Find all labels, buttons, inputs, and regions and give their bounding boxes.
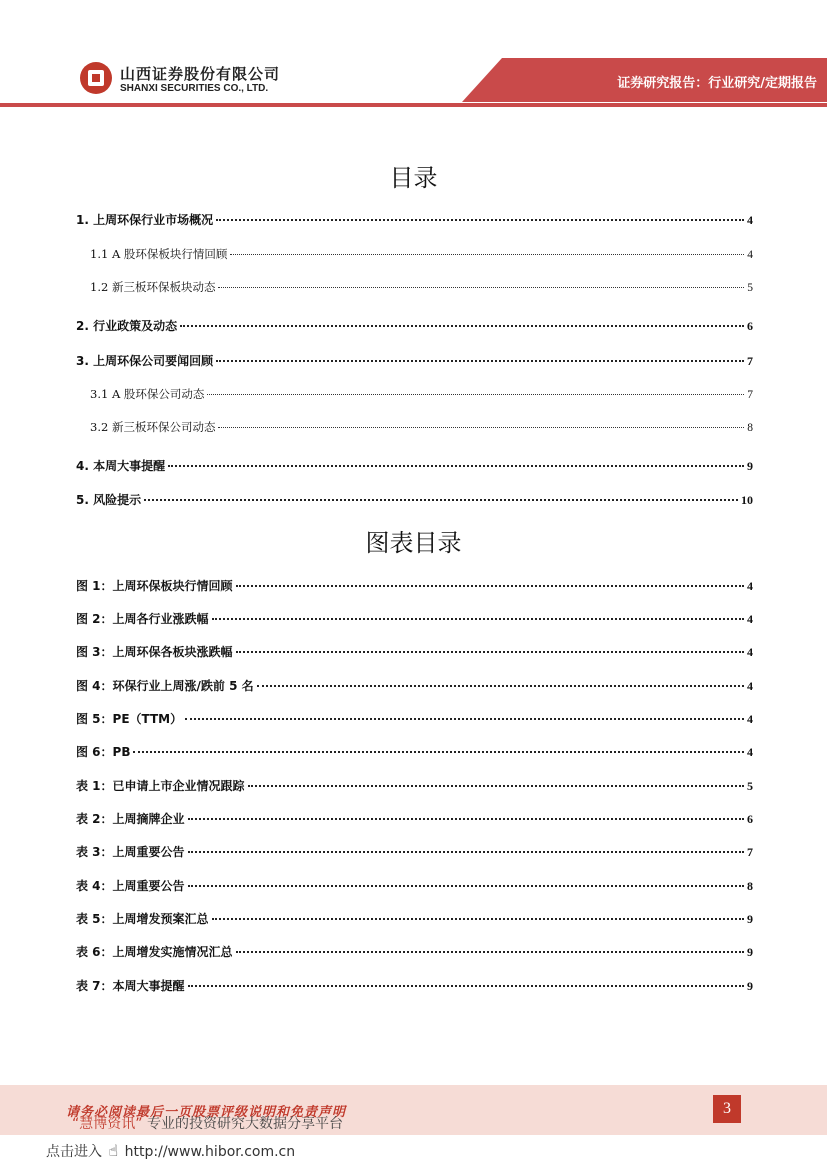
- dot-leader: [144, 499, 738, 501]
- toc-entry-page: 7: [747, 389, 753, 401]
- toc-entry-label: 3. 上周环保公司要闻回顾: [76, 354, 214, 368]
- figure-entry[interactable]: [76, 843, 753, 861]
- toc-entry[interactable]: [76, 491, 753, 509]
- figure-entry[interactable]: [76, 877, 753, 895]
- figure-entry[interactable]: [76, 910, 753, 928]
- dot-leader: [236, 951, 744, 953]
- watermark-link-line[interactable]: [46, 1141, 295, 1161]
- figure-entry-page: 4: [747, 679, 753, 693]
- figure-entry[interactable]: [76, 710, 753, 728]
- toc-entry[interactable]: [90, 385, 753, 403]
- dot-leader: [218, 287, 744, 288]
- toc-title: 目录: [389, 164, 438, 192]
- figure-entry-page: 9: [747, 912, 753, 926]
- figure-entry-label: 表 2：上周摘牌企业: [76, 812, 185, 826]
- figure-entry-label: 图 4：环保行业上周涨/跌前 5 名: [76, 679, 254, 693]
- figure-entry-page: 4: [747, 612, 753, 626]
- toc-entry-label: 3.2 新三板环保公司动态: [90, 420, 216, 434]
- figure-entry-page: 9: [747, 979, 753, 993]
- figure-entry-page: 4: [747, 645, 753, 659]
- toc-entry-page: 8: [747, 422, 753, 434]
- toc-entry-page: 4: [747, 249, 753, 261]
- toc-entry-label: 3.1 A 股环保公司动态: [90, 387, 205, 401]
- dot-leader: [212, 918, 744, 920]
- figure-entry[interactable]: [76, 977, 753, 995]
- dot-leader: [188, 851, 744, 853]
- toc-entry-label: 5. 风险提示: [76, 493, 142, 507]
- toc-entry[interactable]: [90, 418, 753, 436]
- dot-leader: [188, 885, 744, 887]
- toc-entry-page: 6: [747, 319, 753, 333]
- toc-entry-label: 4. 本周大事提醒: [76, 459, 166, 473]
- figure-entry[interactable]: [76, 943, 753, 961]
- toc-entry-page: 10: [741, 493, 753, 507]
- toc-entry-page: 5: [747, 282, 753, 294]
- header-rule: [0, 103, 827, 107]
- dot-leader: [212, 618, 744, 620]
- toc-entry-page: 4: [747, 213, 753, 227]
- figure-entry-label: 图 3：上周环保各板块涨跌幅: [76, 645, 233, 659]
- toc-entry[interactable]: [76, 352, 753, 370]
- figure-entry[interactable]: [76, 810, 753, 828]
- company-name-en: SHANXI SECURITIES CO., LTD.: [120, 83, 269, 94]
- watermark-url[interactable]: http://www.hibor.com.cn: [124, 1144, 296, 1160]
- dot-leader: [207, 394, 744, 395]
- report-type: 证券研究报告：行业研究/定期报告: [617, 76, 817, 91]
- dot-leader: [168, 465, 744, 467]
- toc-entry[interactable]: [76, 317, 753, 335]
- figure-entry-page: 9: [747, 945, 753, 959]
- page-number: 3: [713, 1095, 741, 1123]
- pointer-hand-icon: ☝: [108, 1141, 119, 1160]
- dot-leader: [188, 818, 744, 820]
- toc-entry[interactable]: [90, 278, 753, 296]
- watermark-brand: “慧博资讯”: [72, 1116, 143, 1132]
- dot-leader: [230, 254, 744, 255]
- figure-entry-label: 表 6：上周增发实施情况汇总: [76, 945, 233, 959]
- figure-entry[interactable]: [76, 577, 753, 595]
- figure-entry-page: 6: [747, 812, 753, 826]
- disclaimer-notice: 请务必阅读最后一页股票评级说明和免责声明: [66, 1105, 347, 1120]
- figure-entry-label: 表 5：上周增发预案汇总: [76, 912, 209, 926]
- dot-leader: [236, 585, 744, 587]
- figure-entry[interactable]: [76, 643, 753, 661]
- dot-leader: [185, 718, 744, 720]
- figure-entry-label: 表 7：本周大事提醒: [76, 979, 185, 993]
- toc-entry-label: 1.2 新三板环保板块动态: [90, 280, 216, 294]
- figure-entry-label: 表 1：已申请上市企业情况跟踪: [76, 779, 245, 793]
- figure-entry-label: 图 1：上周环保板块行情回顾: [76, 579, 233, 593]
- figure-entry[interactable]: [76, 610, 753, 628]
- watermark-link-prefix: 点击进入: [46, 1144, 102, 1160]
- figure-entry-label: 图 6：PB: [76, 745, 131, 759]
- dot-leader: [133, 751, 744, 753]
- report-header: [0, 0, 827, 108]
- figure-entry-page: 4: [747, 745, 753, 759]
- dot-leader: [180, 325, 744, 327]
- figure-entry[interactable]: [76, 743, 753, 761]
- toc-entry[interactable]: [90, 245, 753, 263]
- toc-entry-label: 1. 上周环保行业市场概况: [76, 213, 214, 227]
- dot-leader: [216, 219, 744, 221]
- dot-leader: [236, 651, 744, 653]
- toc-entry-label: 2. 行业政策及动态: [76, 319, 178, 333]
- toc-entry-page: 7: [747, 354, 753, 368]
- company-name-cn: 山西证券股份有限公司: [120, 65, 281, 83]
- figure-entry-label: 表 3：上周重要公告: [76, 845, 185, 859]
- toc-entry[interactable]: [76, 211, 753, 229]
- figure-entry-page: 8: [747, 879, 753, 893]
- figure-entry-page: 7: [747, 845, 753, 859]
- company-logo-icon: [80, 62, 112, 94]
- dot-leader: [188, 985, 744, 987]
- figure-entry[interactable]: [76, 777, 753, 795]
- toc-entry[interactable]: [76, 457, 753, 475]
- figure-entry-page: 4: [747, 712, 753, 726]
- figure-entry-label: 图 2：上周各行业涨跌幅: [76, 612, 209, 626]
- toc-entry-label: 1.1 A 股环保板块行情回顾: [90, 247, 228, 261]
- figure-entry-label: 表 4：上周重要公告: [76, 879, 185, 893]
- watermark-slogan: 专业的投资研究大数据分享平台: [146, 1116, 343, 1132]
- dot-leader: [257, 685, 744, 687]
- dot-leader: [248, 785, 744, 787]
- watermark-line: [72, 1113, 343, 1133]
- figure-entry-page: 4: [747, 579, 753, 593]
- toc-entry-page: 9: [747, 459, 753, 473]
- dot-leader: [216, 360, 744, 362]
- figures-title: 图表目录: [365, 529, 462, 557]
- figure-entry-label: 图 5：PE（TTM）: [76, 712, 183, 726]
- figure-entry[interactable]: [76, 677, 753, 695]
- dot-leader: [218, 427, 744, 428]
- figure-entry-page: 5: [747, 779, 753, 793]
